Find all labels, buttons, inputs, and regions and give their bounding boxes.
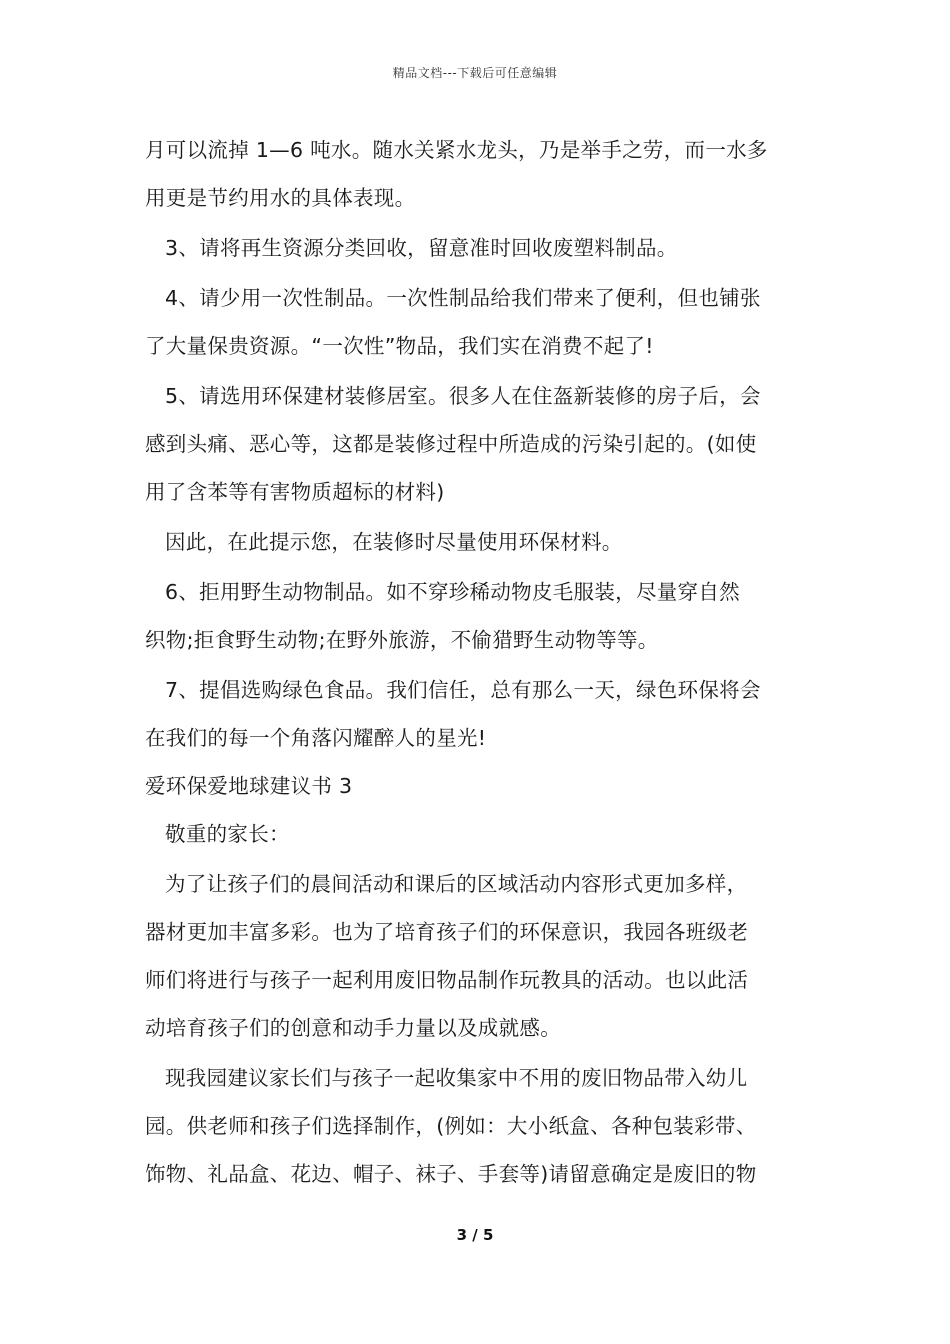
salutation: 敬重的家长： [165,822,290,846]
text-line: 4、请少用一次性制品。一次性制品给我们带来了便利，但也铺张 [165,286,761,310]
text-line: 在我们的每一个角落闪耀醉人的星光! [145,726,487,750]
text-line: 动培育孩子们的创意和动手力量以及成就感。 [145,1016,561,1040]
text-line: 5、请选用环保建材装修居室。很多人在住盔新装修的房子后，会 [165,384,761,408]
section-title: 爱环保爱地球建议书 3 [145,774,353,798]
page-header: 精品文档---下载后可任意编辑 [392,66,558,80]
text-line: 因此，在此提示您，在装修时尽量使用环保材料。 [165,530,623,554]
document-body [145,126,810,1198]
text-line: 感到头痛、恶心等，这都是装修过程中所造成的污染引起的。(如使 [145,432,757,456]
text-line: 用更是节约用水的具体表现。 [145,186,416,210]
text-line: 6、拒用野生动物制品。如不穿珍稀动物皮毛服装，尽量穿自然 [165,580,740,604]
text-line: 3、请将再生资源分类回收，留意准时回收废塑料制品。 [165,236,678,260]
text-line: 饰物、礼品盒、花边、帽子、袜子、手套等)请留意确定是废旧的物 [145,1162,757,1186]
text-line: 为了让孩子们的晨间活动和课后的区域活动内容形式更加多样， [165,872,748,896]
text-line: 了大量保贵资源。“一次性”物品，我们实在消费不起了! [145,334,654,358]
text-line: 7、提倡选购绿色食品。我们信任，总有那么一天，绿色环保将会 [165,678,761,702]
text-line: 园。供老师和孩子们选择制作，(例如：大小纸盒、各种包装彩带、 [145,1114,757,1138]
text-line: 器材更加丰富多彩。也为了培育孩子们的环保意识，我园各班级老 [145,920,749,944]
text-line: 现我园建议家长们与孩子一起收集家中不用的废旧物品带入幼儿 [165,1066,748,1090]
page-number: 3 / 5 [456,1226,494,1244]
text-line: 织物;拒食野生动物;在野外旅游，不偷猎野生动物等等。 [145,628,659,652]
text-line: 月可以流掉 1—6 吨水。随水关紧水龙头，乃是举手之劳，而一水多 [145,138,768,162]
text-line: 师们将进行与孩子一起利用废旧物品制作玩教具的活动。也以此活 [145,968,749,992]
text-line: 用了含苯等有害物质超标的材料) [145,480,445,504]
